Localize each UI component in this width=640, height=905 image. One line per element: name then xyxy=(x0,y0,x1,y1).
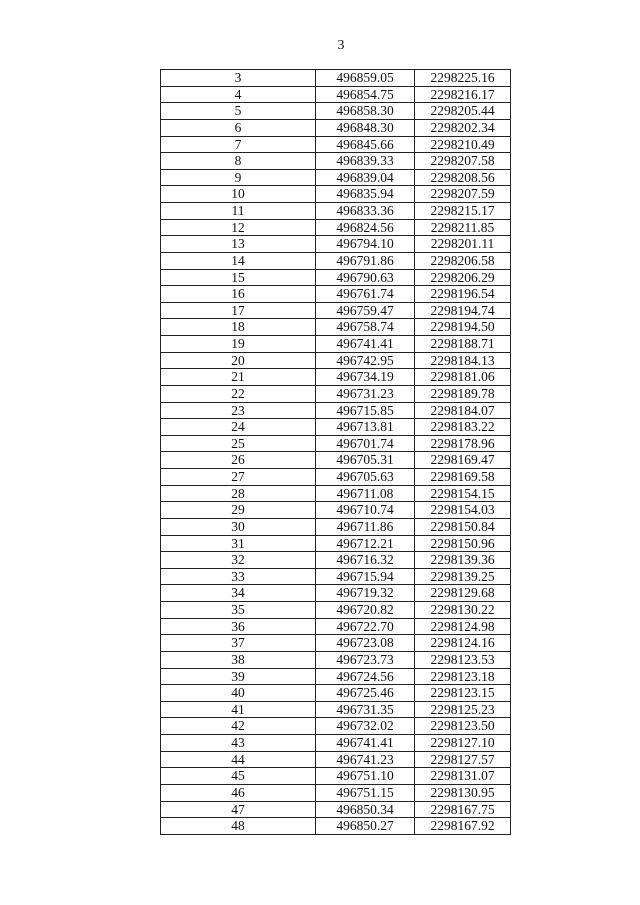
y-coordinate-cell: 2298131.07 xyxy=(415,768,511,785)
table-row xyxy=(161,784,511,801)
table-row xyxy=(161,718,511,735)
point-number-cell: 45 xyxy=(161,768,316,785)
point-number-cell: 47 xyxy=(161,801,316,818)
table-row xyxy=(161,751,511,768)
y-coordinate-cell: 2298139.25 xyxy=(415,568,511,585)
y-coordinate-cell: 2298154.03 xyxy=(415,502,511,519)
x-coordinate-cell: 496850.34 xyxy=(316,801,415,818)
x-coordinate-cell: 496705.63 xyxy=(316,469,415,486)
y-coordinate-cell: 2298207.59 xyxy=(415,186,511,203)
y-coordinate-cell: 2298129.68 xyxy=(415,585,511,602)
table-row xyxy=(161,352,511,369)
point-number-cell: 22 xyxy=(161,385,316,402)
x-coordinate-cell: 496712.21 xyxy=(316,535,415,552)
y-coordinate-cell: 2298124.98 xyxy=(415,618,511,635)
table-row xyxy=(161,552,511,569)
table-row xyxy=(161,369,511,386)
x-coordinate-cell: 496858.30 xyxy=(316,103,415,120)
x-coordinate-cell: 496854.75 xyxy=(316,86,415,103)
y-coordinate-cell: 2298169.47 xyxy=(415,452,511,469)
table-row xyxy=(161,419,511,436)
table-row xyxy=(161,219,511,236)
y-coordinate-cell: 2298127.10 xyxy=(415,735,511,752)
x-coordinate-cell: 496790.63 xyxy=(316,269,415,286)
x-coordinate-cell: 496723.73 xyxy=(316,651,415,668)
table-row xyxy=(161,286,511,303)
point-number-cell: 48 xyxy=(161,818,316,835)
point-number-cell: 38 xyxy=(161,651,316,668)
x-coordinate-cell: 496761.74 xyxy=(316,286,415,303)
x-coordinate-cell: 496710.74 xyxy=(316,502,415,519)
x-coordinate-cell: 496741.23 xyxy=(316,751,415,768)
table-row xyxy=(161,236,511,253)
point-number-cell: 37 xyxy=(161,635,316,652)
y-coordinate-cell: 2298167.75 xyxy=(415,801,511,818)
x-coordinate-cell: 496741.41 xyxy=(316,735,415,752)
table-row xyxy=(161,402,511,419)
x-coordinate-cell: 496850.27 xyxy=(316,818,415,835)
x-coordinate-cell: 496794.10 xyxy=(316,236,415,253)
point-number-cell: 17 xyxy=(161,302,316,319)
x-coordinate-cell: 496731.35 xyxy=(316,701,415,718)
x-coordinate-cell: 496848.30 xyxy=(316,119,415,136)
table-row xyxy=(161,685,511,702)
point-number-cell: 6 xyxy=(161,119,316,136)
point-number-cell: 28 xyxy=(161,485,316,502)
x-coordinate-cell: 496824.56 xyxy=(316,219,415,236)
point-number-cell: 25 xyxy=(161,435,316,452)
x-coordinate-cell: 496731.23 xyxy=(316,385,415,402)
y-coordinate-cell: 2298208.56 xyxy=(415,169,511,186)
x-coordinate-cell: 496732.02 xyxy=(316,718,415,735)
point-number-cell: 13 xyxy=(161,236,316,253)
table-row xyxy=(161,602,511,619)
y-coordinate-cell: 2298150.84 xyxy=(415,518,511,535)
y-coordinate-cell: 2298188.71 xyxy=(415,336,511,353)
point-number-cell: 26 xyxy=(161,452,316,469)
y-coordinate-cell: 2298169.58 xyxy=(415,469,511,486)
y-coordinate-cell: 2298201.11 xyxy=(415,236,511,253)
table-row xyxy=(161,103,511,120)
point-number-cell: 10 xyxy=(161,186,316,203)
x-coordinate-cell: 496725.46 xyxy=(316,685,415,702)
x-coordinate-cell: 496720.82 xyxy=(316,602,415,619)
table-row xyxy=(161,302,511,319)
point-number-cell: 23 xyxy=(161,402,316,419)
coordinates-table-body xyxy=(161,70,511,835)
point-number-cell: 16 xyxy=(161,286,316,303)
x-coordinate-cell: 496845.66 xyxy=(316,136,415,153)
y-coordinate-cell: 2298206.58 xyxy=(415,252,511,269)
x-coordinate-cell: 496734.19 xyxy=(316,369,415,386)
y-coordinate-cell: 2298207.58 xyxy=(415,153,511,170)
x-coordinate-cell: 496722.70 xyxy=(316,618,415,635)
table-row xyxy=(161,269,511,286)
y-coordinate-cell: 2298178.96 xyxy=(415,435,511,452)
point-number-cell: 11 xyxy=(161,203,316,220)
table-row xyxy=(161,319,511,336)
point-number-cell: 18 xyxy=(161,319,316,336)
table-row xyxy=(161,203,511,220)
point-number-cell: 20 xyxy=(161,352,316,369)
table-row xyxy=(161,568,511,585)
table-row xyxy=(161,651,511,668)
x-coordinate-cell: 496724.56 xyxy=(316,668,415,685)
coordinates-table xyxy=(160,69,511,835)
y-coordinate-cell: 2298189.78 xyxy=(415,385,511,402)
table-row xyxy=(161,452,511,469)
point-number-cell: 39 xyxy=(161,668,316,685)
y-coordinate-cell: 2298123.15 xyxy=(415,685,511,702)
point-number-cell: 27 xyxy=(161,469,316,486)
table-row xyxy=(161,86,511,103)
table-row xyxy=(161,801,511,818)
x-coordinate-cell: 496839.33 xyxy=(316,153,415,170)
y-coordinate-cell: 2298130.22 xyxy=(415,602,511,619)
x-coordinate-cell: 496719.32 xyxy=(316,585,415,602)
point-number-cell: 46 xyxy=(161,784,316,801)
point-number-cell: 36 xyxy=(161,618,316,635)
point-number-cell: 29 xyxy=(161,502,316,519)
y-coordinate-cell: 2298123.18 xyxy=(415,668,511,685)
point-number-cell: 41 xyxy=(161,701,316,718)
table-row xyxy=(161,186,511,203)
table-row xyxy=(161,70,511,87)
table-row xyxy=(161,535,511,552)
point-number-cell: 40 xyxy=(161,685,316,702)
x-coordinate-cell: 496791.86 xyxy=(316,252,415,269)
y-coordinate-cell: 2298139.36 xyxy=(415,552,511,569)
y-coordinate-cell: 2298123.53 xyxy=(415,651,511,668)
x-coordinate-cell: 496723.08 xyxy=(316,635,415,652)
x-coordinate-cell: 496751.10 xyxy=(316,768,415,785)
point-number-cell: 15 xyxy=(161,269,316,286)
y-coordinate-cell: 2298183.22 xyxy=(415,419,511,436)
x-coordinate-cell: 496835.94 xyxy=(316,186,415,203)
table-row xyxy=(161,336,511,353)
x-coordinate-cell: 496758.74 xyxy=(316,319,415,336)
y-coordinate-cell: 2298216.17 xyxy=(415,86,511,103)
y-coordinate-cell: 2298124.16 xyxy=(415,635,511,652)
table-row xyxy=(161,518,511,535)
y-coordinate-cell: 2298206.29 xyxy=(415,269,511,286)
y-coordinate-cell: 2298130.95 xyxy=(415,784,511,801)
table-row xyxy=(161,818,511,835)
y-coordinate-cell: 2298215.17 xyxy=(415,203,511,220)
table-row xyxy=(161,701,511,718)
y-coordinate-cell: 2298184.13 xyxy=(415,352,511,369)
point-number-cell: 24 xyxy=(161,419,316,436)
y-coordinate-cell: 2298181.06 xyxy=(415,369,511,386)
y-coordinate-cell: 2298125.23 xyxy=(415,701,511,718)
table-row xyxy=(161,485,511,502)
table-row xyxy=(161,169,511,186)
point-number-cell: 32 xyxy=(161,552,316,569)
x-coordinate-cell: 496716.32 xyxy=(316,552,415,569)
point-number-cell: 30 xyxy=(161,518,316,535)
point-number-cell: 9 xyxy=(161,169,316,186)
table-row xyxy=(161,252,511,269)
point-number-cell: 21 xyxy=(161,369,316,386)
table-row xyxy=(161,502,511,519)
table-row xyxy=(161,435,511,452)
y-coordinate-cell: 2298154.15 xyxy=(415,485,511,502)
y-coordinate-cell: 2298150.96 xyxy=(415,535,511,552)
x-coordinate-cell: 496751.15 xyxy=(316,784,415,801)
table-row xyxy=(161,136,511,153)
x-coordinate-cell: 496741.41 xyxy=(316,336,415,353)
x-coordinate-cell: 496742.95 xyxy=(316,352,415,369)
table-row xyxy=(161,469,511,486)
y-coordinate-cell: 2298127.57 xyxy=(415,751,511,768)
point-number-cell: 34 xyxy=(161,585,316,602)
point-number-cell: 8 xyxy=(161,153,316,170)
y-coordinate-cell: 2298194.74 xyxy=(415,302,511,319)
x-coordinate-cell: 496711.08 xyxy=(316,485,415,502)
x-coordinate-cell: 496833.36 xyxy=(316,203,415,220)
table-row xyxy=(161,585,511,602)
y-coordinate-cell: 2298196.54 xyxy=(415,286,511,303)
point-number-cell: 3 xyxy=(161,70,316,87)
point-number-cell: 7 xyxy=(161,136,316,153)
point-number-cell: 42 xyxy=(161,718,316,735)
table-row xyxy=(161,768,511,785)
table-row xyxy=(161,735,511,752)
point-number-cell: 33 xyxy=(161,568,316,585)
table-row xyxy=(161,153,511,170)
x-coordinate-cell: 496711.86 xyxy=(316,518,415,535)
table-row xyxy=(161,635,511,652)
point-number-cell: 14 xyxy=(161,252,316,269)
x-coordinate-cell: 496715.85 xyxy=(316,402,415,419)
y-coordinate-cell: 2298210.49 xyxy=(415,136,511,153)
point-number-cell: 5 xyxy=(161,103,316,120)
y-coordinate-cell: 2298167.92 xyxy=(415,818,511,835)
table-row xyxy=(161,668,511,685)
y-coordinate-cell: 2298211.85 xyxy=(415,219,511,236)
point-number-cell: 12 xyxy=(161,219,316,236)
x-coordinate-cell: 496705.31 xyxy=(316,452,415,469)
y-coordinate-cell: 2298202.34 xyxy=(415,119,511,136)
x-coordinate-cell: 496839.04 xyxy=(316,169,415,186)
y-coordinate-cell: 2298194.50 xyxy=(415,319,511,336)
x-coordinate-cell: 496859.05 xyxy=(316,70,415,87)
x-coordinate-cell: 496759.47 xyxy=(316,302,415,319)
x-coordinate-cell: 496713.81 xyxy=(316,419,415,436)
y-coordinate-cell: 2298184.07 xyxy=(415,402,511,419)
point-number-cell: 4 xyxy=(161,86,316,103)
point-number-cell: 19 xyxy=(161,336,316,353)
point-number-cell: 35 xyxy=(161,602,316,619)
table-row xyxy=(161,119,511,136)
table-row xyxy=(161,385,511,402)
page-number: 3 xyxy=(337,38,345,53)
y-coordinate-cell: 2298123.50 xyxy=(415,718,511,735)
point-number-cell: 43 xyxy=(161,735,316,752)
y-coordinate-cell: 2298205.44 xyxy=(415,103,511,120)
x-coordinate-cell: 496701.74 xyxy=(316,435,415,452)
point-number-cell: 31 xyxy=(161,535,316,552)
point-number-cell: 44 xyxy=(161,751,316,768)
y-coordinate-cell: 2298225.16 xyxy=(415,70,511,87)
table-row xyxy=(161,618,511,635)
x-coordinate-cell: 496715.94 xyxy=(316,568,415,585)
